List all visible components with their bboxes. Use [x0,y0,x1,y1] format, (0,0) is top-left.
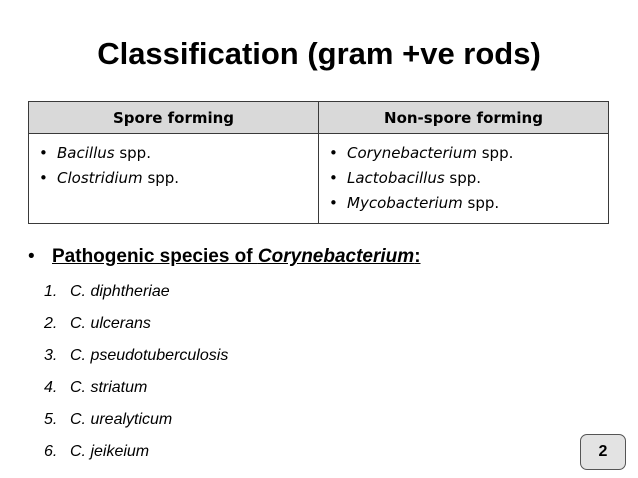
list-item-lactobacillus [329,166,602,191]
heading-suffix: : [414,246,421,267]
species-name: C. striatum [70,379,148,396]
genus-name: Mycobacterium [347,194,463,212]
slide-title: Classification (gram +ve rods) [97,36,541,71]
table-row [29,134,609,224]
species-name: C. jeikeium [70,443,150,460]
genus-suffix: spp. [462,194,500,212]
spore-forming-list [39,141,312,191]
list-item [44,314,228,346]
species-name: C. diphtheriae [70,283,170,300]
list-item [44,378,228,410]
item-number: 3. [44,347,58,364]
bullet-icon: • [329,194,338,212]
genus-name: Clostridium [57,169,143,187]
genus-suffix: spp. [476,144,514,162]
bullet-icon: • [28,246,35,267]
list-item [44,346,228,378]
heading-genus: Corynebacterium [257,246,415,267]
bullet-icon: • [329,144,338,162]
list-item-corynebacterium [329,141,602,166]
pathogenic-species-heading [28,245,421,269]
spore-forming-cell [29,134,319,224]
genus-suffix: spp. [142,169,180,187]
list-item-mycobacterium [329,191,602,216]
non-spore-forming-cell [319,134,609,224]
heading-text [52,246,421,267]
list-item [44,442,228,474]
list-item-clostridium [39,166,312,191]
bullet-icon: • [39,144,48,162]
page-number-badge: 2 [580,434,626,470]
table-header-row [29,102,609,134]
genus-name: Lactobacillus [347,169,445,187]
bullet-icon: • [329,169,338,187]
genus-suffix: spp. [114,144,151,162]
item-number: 4. [44,379,58,396]
list-item [44,282,228,314]
genus-name: Corynebacterium [347,144,477,162]
header-non-spore-forming: Non-spore forming [319,102,609,134]
bullet-icon: • [39,169,48,187]
species-name: C. ulcerans [70,315,151,332]
list-item-bacillus [39,141,312,166]
classification-table [28,101,609,224]
item-number: 1. [44,283,58,300]
genus-suffix: spp. [444,169,482,187]
species-name: C. urealyticum [70,411,173,428]
genus-name: Bacillus [57,144,115,162]
non-spore-forming-list [329,141,602,216]
species-list [44,282,228,474]
item-number: 5. [44,411,58,428]
item-number: 6. [44,443,58,460]
species-name: C. pseudotuberculosis [70,347,229,364]
list-item [44,410,228,442]
header-spore-forming: Spore forming [29,102,319,134]
item-number: 2. [44,315,58,332]
heading-prefix: Pathogenic species of [52,246,258,267]
